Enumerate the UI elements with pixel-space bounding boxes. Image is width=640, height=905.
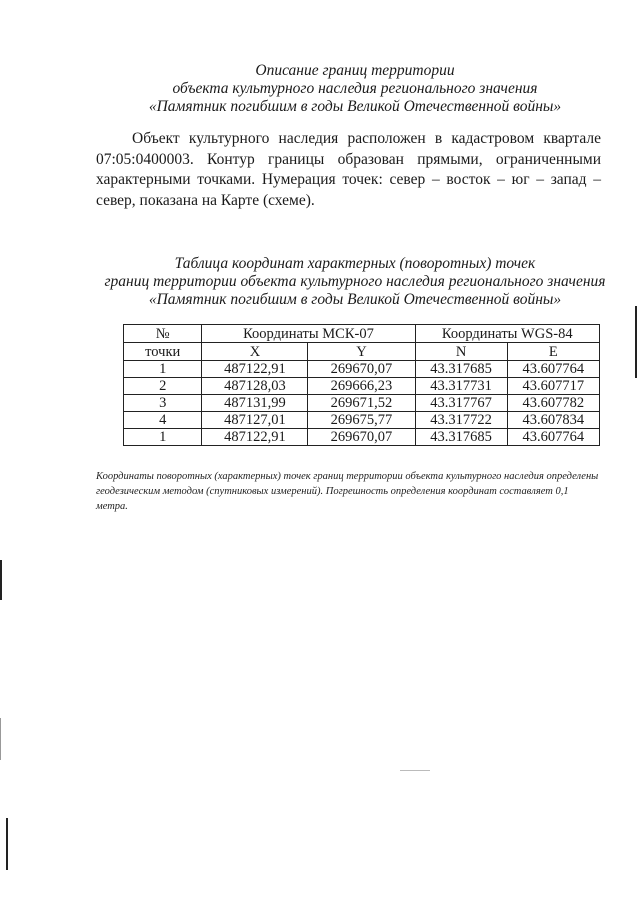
table-header-row [124, 325, 600, 343]
cell-point-number: 2 [124, 378, 202, 395]
cell-e: 43.607717 [507, 378, 599, 395]
footnote: Координаты поворотных (характерных) точек границ территории объекта культурного наследия определены геодезическим методом (спутниковых измерений). Погрешность определения координат составляет 0,1 метра. [96, 471, 599, 512]
header-point-number: № [124, 325, 202, 343]
cell-n: 43.317767 [415, 395, 507, 412]
scan-artifact-left [0, 718, 1, 760]
scan-artifact-dots [400, 770, 430, 771]
table-row [124, 412, 600, 429]
cell-y: 269666,23 [308, 378, 415, 395]
cell-e: 43.607782 [507, 395, 599, 412]
cell-point-number: 1 [124, 361, 202, 378]
cell-x: 487122,91 [202, 429, 308, 446]
cell-n: 43.317685 [415, 429, 507, 446]
header-e: E [507, 343, 599, 361]
cell-e: 43.607764 [507, 429, 599, 446]
cell-y: 269671,52 [308, 395, 415, 412]
table-row [124, 361, 600, 378]
cell-point-number: 4 [124, 412, 202, 429]
table-row [124, 429, 600, 446]
cell-e: 43.607834 [507, 412, 599, 429]
cell-y: 269670,07 [308, 429, 415, 446]
table-subheader-row [124, 343, 600, 361]
cell-y: 269675,77 [308, 412, 415, 429]
document-title [90, 62, 620, 116]
cell-n: 43.317731 [415, 378, 507, 395]
scan-artifact-left [0, 560, 2, 600]
title-line-1: Описание границ территории [255, 62, 455, 79]
header-n: N [415, 343, 507, 361]
header-msk07: Координаты МСК-07 [202, 325, 415, 343]
title-line-2: объекта культурного наследия регионального значения [172, 80, 538, 97]
table-title-line-2: границ территории объекта культурного наследия регионального значения [104, 273, 606, 290]
table-title-line-3: «Памятник погибшим в годы Великой Отечественной войны» [148, 291, 562, 308]
header-point-label: точки [124, 343, 202, 361]
table-row [124, 395, 600, 412]
cell-x: 487127,01 [202, 412, 308, 429]
cell-x: 487131,99 [202, 395, 308, 412]
cell-n: 43.317685 [415, 361, 507, 378]
table-row [124, 378, 600, 395]
cell-point-number: 3 [124, 395, 202, 412]
header-y: Y [308, 343, 415, 361]
coordinates-table [123, 324, 600, 446]
cell-n: 43.317722 [415, 412, 507, 429]
cell-e: 43.607764 [507, 361, 599, 378]
description-paragraph: Объект культурного наследия расположен в кадастровом квартале 07:05:0400003. Контур границы образован прямыми, ограниченными характерными точками. Нумерация точек: север – восток – юг – запад – север, показана на Карте (схеме). [96, 130, 601, 209]
cell-point-number: 1 [124, 429, 202, 446]
header-wgs84: Координаты WGS-84 [415, 325, 600, 343]
scan-artifact-right [635, 306, 637, 378]
cell-x: 487128,03 [202, 378, 308, 395]
scan-artifact-left [6, 818, 8, 870]
header-x: X [202, 343, 308, 361]
table-title-line-1: Таблица координат характерных (поворотных) точек [174, 255, 536, 272]
cell-x: 487122,91 [202, 361, 308, 378]
table-title [90, 255, 620, 309]
cell-y: 269670,07 [308, 361, 415, 378]
title-line-3: «Памятник погибшим в годы Великой Отечественной войны» [148, 98, 562, 115]
